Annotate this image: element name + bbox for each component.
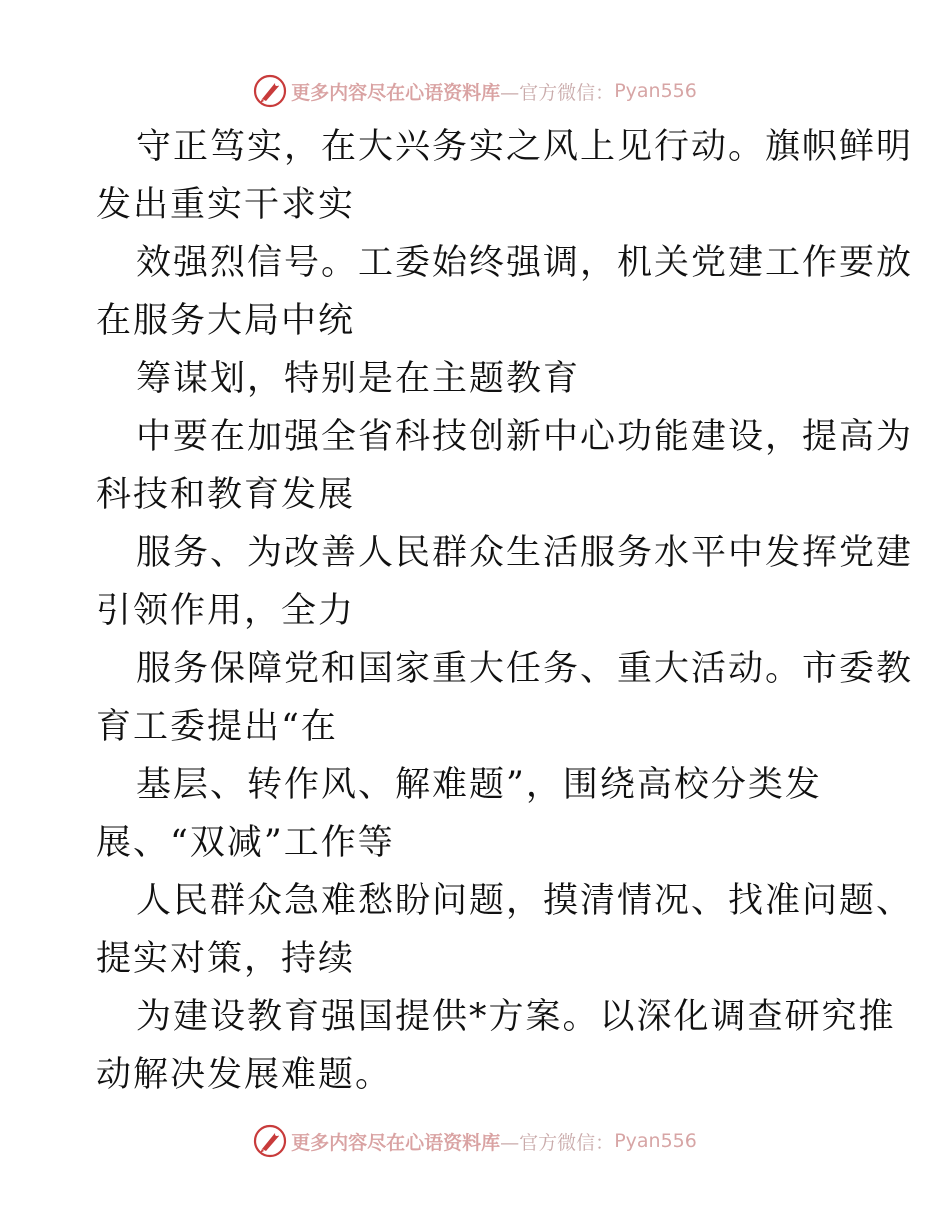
quill-pen-logo-icon xyxy=(253,74,287,108)
header-watermark xyxy=(0,73,950,109)
text-line: 育工委提出“在 xyxy=(96,707,338,747)
watermark-account-text: Pyan556 xyxy=(614,80,697,102)
text-line: 提实对策，持续 xyxy=(96,939,356,979)
text-line: 展、“双减”工作等 xyxy=(96,823,395,863)
text-line: 在服务大局中统 xyxy=(96,301,356,341)
text-line: 守正笃实，在大兴务实之风上见行动。旗帜鲜明 xyxy=(136,127,914,167)
text-line: 服务保障党和国家重大任务、重大活动。市委教 xyxy=(136,649,914,689)
text-line: 基层、转作风、解难题”，围绕高校分类发 xyxy=(136,765,822,805)
text-line: 科技和教育发展 xyxy=(96,475,356,515)
text-line: 服务、为改善人民群众生活服务水平中发挥党建 xyxy=(136,533,914,573)
footer-watermark xyxy=(0,1123,950,1159)
text-line: 为建设教育强国提供*方案。以深化调查研究推 xyxy=(136,997,896,1037)
text-line: 筹谋划，特别是在主题教育 xyxy=(136,359,581,399)
watermark-separator-text: —官方微信： xyxy=(500,81,615,104)
watermark-brand-text: 更多内容尽在心语资料库 xyxy=(291,81,501,104)
text-line: 引领作用，全力 xyxy=(96,591,356,631)
text-line: 效强烈信号。工委始终强调，机关党建工作要放 xyxy=(136,243,914,283)
text-line: 发出重实干求实 xyxy=(96,185,356,225)
watermark-brand-text: 更多内容尽在心语资料库 xyxy=(291,1131,501,1154)
text-line: 人民群众急难愁盼问题，摸清情况、找准问题、 xyxy=(136,881,914,921)
watermark-separator-text: —官方微信： xyxy=(500,1131,615,1154)
text-line: 中要在加强全省科技创新中心功能建设，提高为 xyxy=(136,417,914,457)
text-line: 动解决发展难题。 xyxy=(96,1055,393,1095)
quill-pen-logo-icon xyxy=(253,1124,287,1158)
watermark-account-text: Pyan556 xyxy=(614,1130,697,1152)
